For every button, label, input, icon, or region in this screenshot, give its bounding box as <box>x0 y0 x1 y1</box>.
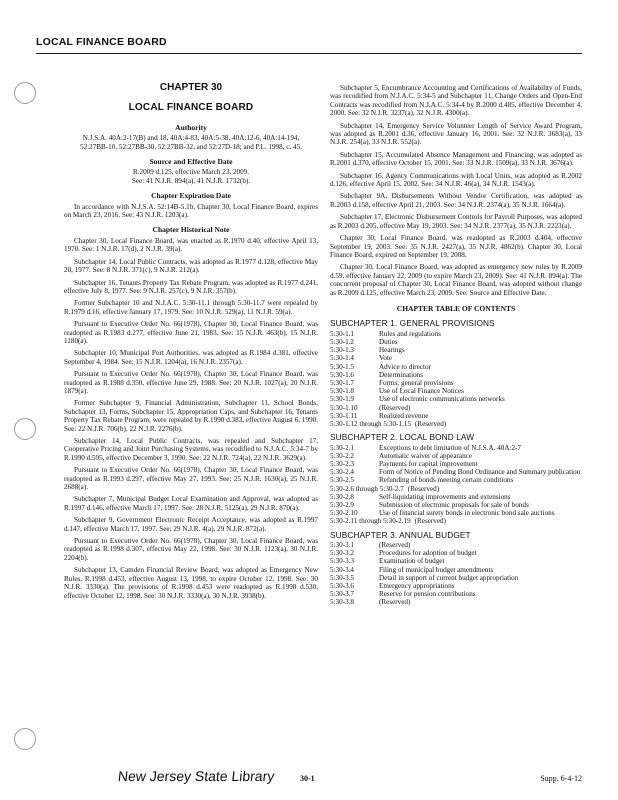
toc-section-title: (Reserved) <box>414 517 446 526</box>
history-note: Chapter 30, Local Finance Board, was adopted as emergency new rules by R.2009 d.59, effective January 22, 2009 (to expire March 23, 2009). See: 41 N.J.R. 894(a). The concurrent proposal of Chapter 30, Local Finance Board, was adopted without change as R.2009 d.125, effective March 23, 2009. See: Source and Effective Date. <box>330 263 582 297</box>
toc-entry <box>330 404 582 412</box>
history-note: Subchapter 16, Agency Communications with Local Units, was adopted as R.2002 d.126, effective April 15, 2002. See: 34 N.J.R. 46(a), 34 N.J.R. 1543(a). <box>330 171 582 189</box>
history-note: Subchapter 14, Local Public Contracts, was repealed and Subchapter 17, Cooperative Pricing and Joint Purchasing Systems, was recodified to N.J.A.C. 5:34-7 by R.1990 d.595, effective December 3, 1990. See: 22 N.J.R. 724(a), 22 N.J.R. 3629(a). <box>64 437 318 462</box>
toc-section-number: 5:30-2.11 through 5:30-2.19 <box>330 517 411 526</box>
punch-hole-bottom <box>14 728 36 750</box>
history-note: Subchapter 14, Emergency Service Volunteer Length of Service Award Program, was adopted as R.2001 d.36, effective January 16, 2001. See: 32 N.J.R. 3683(a), 33 N.J.R. 254(a), 33 N.J.R. 552(a). <box>330 121 582 147</box>
toc-entry <box>330 412 582 420</box>
history-note: Subchapter 16, Tenants Property Tax Rebate Program, was adopted as R.1977 d.241, effective July 8, 1977. See: 9 N.J.R. 257(c), 9 N.J.R. 357(b). <box>64 278 318 295</box>
toc-section-number: 5:30-1.7 <box>330 378 354 387</box>
history-note: Pursuant to Executive Order No. 66(1978), Chapter 30, Local Finance Board, was readopted as R.1988 d.350, effective June 29, 1988. See: 20 N.J.R. 1027(a), 20 N.J.R. 1879(a). <box>64 370 318 395</box>
toc-section-title: Filing of municipal budget amendments <box>379 565 494 574</box>
toc-section-title: Emergency appropriations <box>379 582 455 591</box>
history-heading: Chapter Historical Note <box>152 225 230 235</box>
toc-entry <box>330 460 582 468</box>
source-heading: Source and Effective Date <box>149 157 233 167</box>
toc-section-title: Determinations <box>379 370 424 379</box>
toc-entry <box>330 582 582 590</box>
toc-section-number: 5:30-1.12 through 5:30-1.15 <box>330 419 411 428</box>
expiration-text: In accordance with N.J.S.A. 52:14B-5.1b, Chapter 30, Local Finance Board, expires on March 23, 2016. See: 43 N.J.R. 1203(a). <box>64 202 318 220</box>
toc-section-number: 5:30-1.2 <box>330 337 354 346</box>
history-note: Subchapter 9A, Disbursements Without Vendor Certification, was adopted as R.2003 d.158, effective April 21, 2003. See: 34 N.J.R. 2374(a), 35 N.J.R. 1664(a). <box>330 192 582 209</box>
toc-section-title: Examination of budget <box>379 557 445 566</box>
source-text-2: See: 41 N.J.R. 894(a), 41 N.J.R. 1732(b). <box>131 176 251 185</box>
history-note: Former Subchapter 10 and N.J.A.C. 5:30-11.1 through 5:30-11.7 were repealed by R.1979 d.16, effective January 17, 1979. See: 10 N.J.R. 529(a), 11 N.J.R. 59(a). <box>64 299 318 316</box>
history-note: Chapter 30, Local Finance Board, was readopted as R.2003 d.404, effective September 19, 2003. See: 35 N.J.R. 2427(a), 35 N.J.R. 4862(b). Chapter 30, Local Finance Board, expired on September 19, 2008. <box>330 234 582 259</box>
page-number: 30-1 <box>300 774 315 783</box>
chapter-title: LOCAL FINANCE BOARD <box>128 102 254 114</box>
supplement-date: Supp. 6-4-12 <box>540 774 582 783</box>
toc-section-title: (Reserved) <box>379 598 411 607</box>
subchapter-heading: SUBCHAPTER 3. ANNUAL BUDGET <box>330 529 471 540</box>
toc-section-title: Use of financial surety bonds in electronic bond sale auctions <box>379 509 555 518</box>
toc-section-title: Reserve for pension contributions <box>379 590 476 599</box>
history-note: Subchapter 7, Municipal Budget Local Examination and Approval, was adopted as R.1997 d.146, effective March 17, 1997. See: 28 N.J.R. 5125(a), 29 N.J.R. 870(a). <box>64 495 318 512</box>
toc-section-number: 5:30-3.4 <box>330 565 354 574</box>
toc-entry <box>330 395 582 403</box>
toc-section-title: Submission of electronic proposals for sale of bonds <box>379 501 529 510</box>
toc-section-number: 5:30-3.6 <box>330 582 354 591</box>
toc-section-title: Use of Local Finance Notices <box>379 387 464 396</box>
toc-entry <box>330 354 582 362</box>
toc-section-title: Payments for capital improvement <box>379 460 478 468</box>
toc-section-number: 5:30-1.1 <box>330 329 354 338</box>
library-stamp: New Jersey State Library <box>117 768 276 784</box>
toc-section-title: Forms; general provisions <box>379 378 454 387</box>
toc-section-number: 5:30-1.5 <box>330 362 354 371</box>
left-column <box>64 84 318 604</box>
toc-entry <box>330 574 582 582</box>
toc-entry <box>330 566 582 574</box>
toc-section-number: 5:30-2.2 <box>330 451 354 460</box>
toc-section-title: (Reserved) <box>379 403 411 412</box>
authority-text: N.J.S.A. 40A:2-17(B) and 18, 40A:4-83, 40A:5-38, 40A:12-6, 40A:14-194, 52:27BB-10, 52:27BB-30, 52:27BB-32, and 52:27D-18; and P.L. 1998, c. 45. <box>80 134 302 151</box>
toc-section-number: 5:30-2.3 <box>330 460 354 468</box>
toc-entry <box>330 590 582 598</box>
toc-entry <box>330 452 582 460</box>
toc-section-number: 5:30-1.8 <box>330 387 354 396</box>
toc-entry <box>330 485 582 493</box>
toc-section-number: 5:30-2.9 <box>330 501 354 510</box>
toc-section-number: 5:30-2.5 <box>330 476 354 485</box>
history-note: Subchapter 13, Camden Financial Review Board, was adopted as Emergency New Rules, R.1998 d.453, effective August 13, 1998, to expire October 12, 1998. See: 30 N.J.R. 3330(a). The provisions of R.1998 d.453 were readopted as R.1998 d.530, effective October 12, 1998. See: 30 N.J.R. 3330(a), 30 N.J.R. 3938(b). <box>64 566 318 600</box>
toc-entry <box>330 598 582 606</box>
toc-section-number: 5:30-1.11 <box>330 411 358 420</box>
history-note: Subchapter 14, Local Public Contracts, was adopted as R.1977 d.128, effective May 20, 1977. See: 8 N.J.R. 371(c), 9 N.J.R. 212(a). <box>64 257 318 275</box>
table-of-contents <box>330 319 582 606</box>
toc-section-title: Realized revenue <box>379 411 429 420</box>
history-note: Pursuant to Executive Order No. 66(1978), Chapter 30, Local Finance Board, was readopted as R.1993 d.297, effective May 27, 1993. See: 25 N.J.R. 1630(a), 25 N.J.R. 2688(a). <box>64 466 318 492</box>
toc-section-title: (Reserved) <box>407 484 440 493</box>
toc-section-title: (Reserved) <box>414 419 447 428</box>
toc-entry <box>330 509 582 517</box>
punch-hole-middle <box>14 418 36 440</box>
toc-section-number: 5:30-3.3 <box>330 557 354 566</box>
toc-section-title: Procedures for adoption of budget <box>379 549 477 558</box>
toc-entry <box>330 557 582 565</box>
running-head: LOCAL FINANCE BOARD <box>36 36 167 48</box>
toc-section-title: Vote <box>379 354 392 363</box>
history-note: Former Subchapter 9, Financial Administration, Subchapter 11, School Bonds, Subchapter 13, Forms, Subchapter 15, Appropriation Caps, and Subchapter 16, Tenants Property Tax Rebate Program, were repealed by R.1990 d.383, effective August 6, 1990. See: 22 N.J.R. 706(b), 22 N.J.R. 2276(b). <box>64 399 318 433</box>
toc-entry <box>330 501 582 509</box>
right-column <box>330 84 582 607</box>
toc-section-number: 5:30-2.10 <box>330 509 358 518</box>
history-note: Subchapter 10, Municipal Port Authorities, was adopted as R.1984 d.381, effective September 4, 1984. See: 15 N.J.R. 1204(a), 16 N.J.R. 2357(a). <box>64 349 318 366</box>
toc-section-number: 5:30-1.9 <box>330 395 354 404</box>
toc-section-number: 5:30-3.8 <box>330 598 354 607</box>
toc-section-title: Detail in support of current budget appropriation <box>379 573 519 582</box>
toc-section-number: 5:30-3.2 <box>330 549 354 558</box>
toc-section-title: Rules and regulations <box>379 329 441 338</box>
history-note: Subchapter 15, Accumulated Absence Management and Financing, was adopted as R.2001 d.370, effective October 15, 2001. See: 33 N.J.R. 1509(a), 33 N.J.R. 3676(a). <box>330 150 582 168</box>
source-text-1: R.2009 d.125, effective March 23, 2009. <box>132 168 250 177</box>
toc-entry <box>330 517 582 525</box>
toc-entry <box>330 493 582 501</box>
right-history-list <box>330 84 582 297</box>
toc-section-title: Form of Notice of Pending Bond Ordinance and Summary publication <box>379 468 581 477</box>
toc-section-title: Advice to director <box>379 362 431 371</box>
header-rule <box>36 53 582 54</box>
history-note: Subchapter 5, Encumbrance Accounting and Certifications of Availability of Funds, was recodified from N.J.A.C. 5:34-5 and Subchapter 11, Change Orders and Open-End Contracts was recodified from N.J.A.C. 5:34-4 by R.2000 d.485, effective December 4, 2000. See: 32 N.J.R. 3237(a), 32 N.J.R. 4300(a). <box>330 84 582 118</box>
toc-section-title: Automatic waiver of appearance <box>379 451 472 460</box>
toc-section-number: 5:30-2.8 <box>330 492 354 501</box>
history-note: Pursuant to Executive Order No. 66(1978), Chapter 30, Local Finance Board, was readopted as R.1998 d.307, effective May 22, 1998. See: 30 N.J.R. 1123(a), 30 N.J.R. 2204(b). <box>64 537 318 562</box>
toc-section-title: (Reserved) <box>379 541 411 550</box>
toc-entry <box>330 371 582 379</box>
subchapter-heading: SUBCHAPTER 2. LOCAL BOND LAW <box>330 432 475 443</box>
toc-entry <box>330 330 582 338</box>
authority-heading: Authority <box>175 122 207 132</box>
toc-entry <box>330 420 582 428</box>
toc-entry <box>330 541 582 549</box>
toc-section-number: 5:30-1.3 <box>330 346 354 355</box>
toc-section-number: 5:30-2.4 <box>330 468 354 477</box>
history-note: Pursuant to Executive Order No. 66(1978), Chapter 30, Local Finance Board, was readopted as R.1983 d.277, effective June 21, 1983. See: 15 N.J.R. 463(b), 15 N.J.R. 1180(a). <box>64 320 318 345</box>
toc-section-number: 5:30-3.1 <box>330 541 354 550</box>
toc-entry <box>330 476 582 484</box>
toc-section-number: 5:30-1.6 <box>330 370 354 379</box>
punch-hole-top <box>14 82 36 104</box>
toc-section-number: 5:30-1.4 <box>330 354 354 363</box>
toc-entry <box>330 363 582 371</box>
toc-section-title: Duties <box>379 337 398 346</box>
left-history-list <box>64 237 318 600</box>
toc-entry <box>330 468 582 476</box>
toc-section-title: Exceptions to debt limitation of N.J.S.A. 40A:2-7 <box>379 443 522 452</box>
history-note: Chapter 30, Local Finance Board, was enacted as R.1970 d.40, effective April 13, 1970. See: 1 N.J.R. 17(d), 2 N.J.R. 39(a). <box>64 236 318 254</box>
toc-section-title: Use of electronic communications networks <box>379 395 505 404</box>
toc-section-number: 5:30-3.5 <box>330 573 354 582</box>
history-note: Subchapter 17, Electronic Disbursement Controls for Payroll Purposes, was adopted as R.2003 d.205, effective May 19, 2003. See: 34 N.J.R. 2377(a), 35 N.J.R. 2223(a). <box>330 213 582 230</box>
toc-section-number: 5:30-3.7 <box>330 590 354 599</box>
subchapter-heading: SUBCHAPTER 1. GENERAL PROVISIONS <box>330 318 495 329</box>
toc-entry <box>330 379 582 387</box>
toc-section-title: Hearings <box>379 346 405 355</box>
toc-section-title: Refunding of bonds meeting certain conditions <box>379 476 514 485</box>
toc-section-number: 5:30-2.1 <box>330 443 354 452</box>
toc-entry <box>330 338 582 346</box>
expiration-heading: Chapter Expiration Date <box>151 191 231 201</box>
chapter-number: CHAPTER 30 <box>159 82 223 93</box>
toc-section-number: 5:30-1.10 <box>330 403 358 412</box>
toc-entry <box>330 444 582 452</box>
toc-entry <box>330 346 582 354</box>
toc-entry <box>330 387 582 395</box>
toc-entry <box>330 549 582 557</box>
toc-section-title: Self-liquidating improvements and extensions <box>379 492 511 501</box>
toc-section-number: 5:30-2.6 through 5:30-2.7 <box>330 484 404 493</box>
toc-title: CHAPTER TABLE OF CONTENTS <box>396 303 516 313</box>
history-note: Subchapter 9, Government Electronic Receipt Acceptance, was adopted as R.1997 d.147, effective March 17, 1997. See: 29 N.J.R. 4(a), 29 N.J.R. 872(a). <box>64 516 318 533</box>
